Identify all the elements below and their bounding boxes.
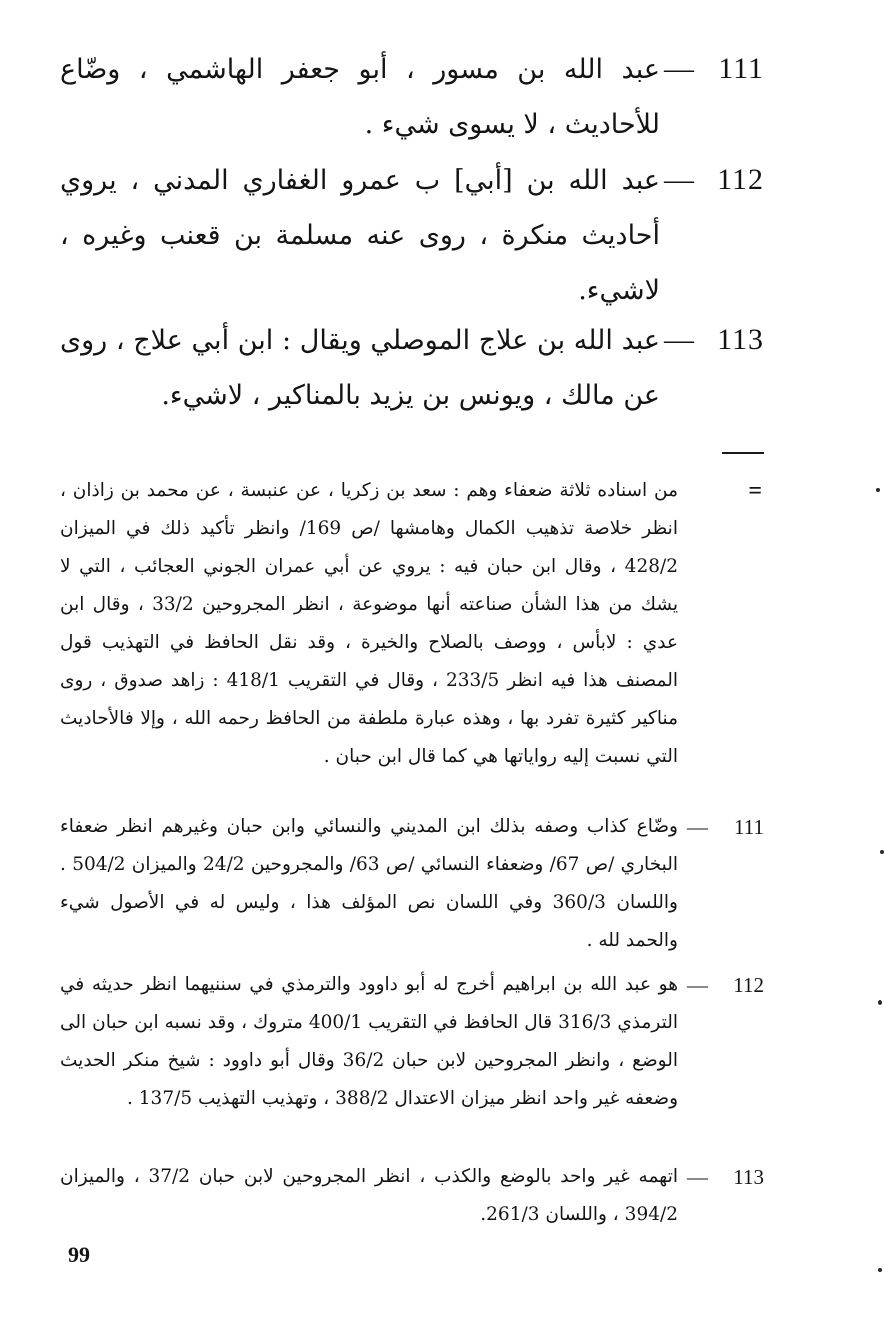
entry-113 [60, 313, 770, 463]
scan-speck [878, 1268, 882, 1272]
entry-number: 112 [717, 163, 764, 196]
footnote-number: 111 [734, 815, 764, 839]
footnote-number: 113 [733, 1165, 764, 1189]
footnote-text: من اسناده ثلاثة ضعفاء وهم : سعد بن زكريا ، عن عنبسة ، عن محمد بن زاذان ، انظر خلاصة تذهيب الكمال وهامشها /ص 169/ وانظر تأكيد ذلك في الميزان 428/2 ، وقال ابن حبان فيه : يروي عن أبي عمران الجوني العجائب ، التي لا يشك من هذا الشأن صناعته أنها موضوعة ، انظر المجروحين 33/2 ، وقال ابن عدي : لابأس ، ووصف بالصلاح والخيرة ، وقد نقل الحافظ في التهذيب قول المصنف هذا فيه انظر 233/5 ، وقال في التقريب 418/1 : زاهد صدوق ، روى مناكير كثيرة تفرد بها ، وهذه عبارة ملطفة من الحافظ رحمه الله ، وإلا فالأحاديث التي نسبت إليه رواياتها هي كما قال ابن حبان . [60, 480, 678, 767]
footnote-text: هو عبد الله بن ابراهيم أخرج له أبو داوود والترمذي في سننيهما انظر حديثه في الترمذي 316/3 قال الحافظ في التقريب 400/1 متروك ، وقد نسبه ابن حبان الى الوضع ، وانظر المجروحين لابن حبان 36/2 وقال أبو داوود : شيخ منكر الحديث وضعفه غير واحد انظر ميزان الاعتدال 388/2 ، وتهذيب التهذيب 137/5 . [60, 974, 678, 1109]
footnote-text: اتهمه غير واحد بالوضع والكذب ، انظر المجروحين لابن حبان 37/2 ، والميزان 394/2 ، واللسان 261/3. [60, 1166, 678, 1225]
entry-dash: — [664, 163, 694, 196]
footnote-dash: — [687, 815, 708, 839]
footnote-dash: — [687, 1165, 708, 1189]
entry-dash: — [664, 52, 694, 85]
footnote-separator [722, 452, 764, 454]
entry-number: 111 [718, 52, 764, 85]
entry-dash: — [664, 323, 694, 356]
continuation-mark: = [748, 478, 762, 504]
scan-speck [880, 850, 884, 854]
scan-speck [878, 1000, 882, 1005]
footnote-dash: — [687, 973, 708, 997]
footnote-number: 112 [733, 973, 764, 997]
entry-number: 113 [717, 323, 764, 356]
footnote-text: وضّاع كذاب وصفه بذلك ابن المديني والنسائي وابن حبان وغيرهم انظر ضعفاء البخاري /ص 67/ وضعفاء النسائي /ص 63/ والمجروحين 24/2 والميزان 504/2 . واللسان 360/3 وفي اللسان نص المؤلف هذا ، وليس له في الأصول شيء والحمد لله . [60, 816, 678, 951]
entry-text: عبد الله بن مسور ، أبو جعفر الهاشمي ، وضّاع للأحاديث ، لا يسوى شيء . [60, 54, 660, 140]
scan-speck [876, 488, 880, 492]
page-number: 99 [68, 1242, 90, 1267]
entry-text: عبد الله بن [أبي] ب عمرو الغفاري المدني ، يروي أحاديث منكرة ، روى عنه مسلمة بن قعنب وغيره ، لاشيء. [60, 165, 660, 306]
entry-text: عبد الله بن علاج الموصلي ويقال : ابن أبي علاج ، روى عن مالك ، ويونس بن يزيد بالمناكير ، لاشيء. [60, 325, 660, 411]
entry-112 [60, 153, 770, 306]
